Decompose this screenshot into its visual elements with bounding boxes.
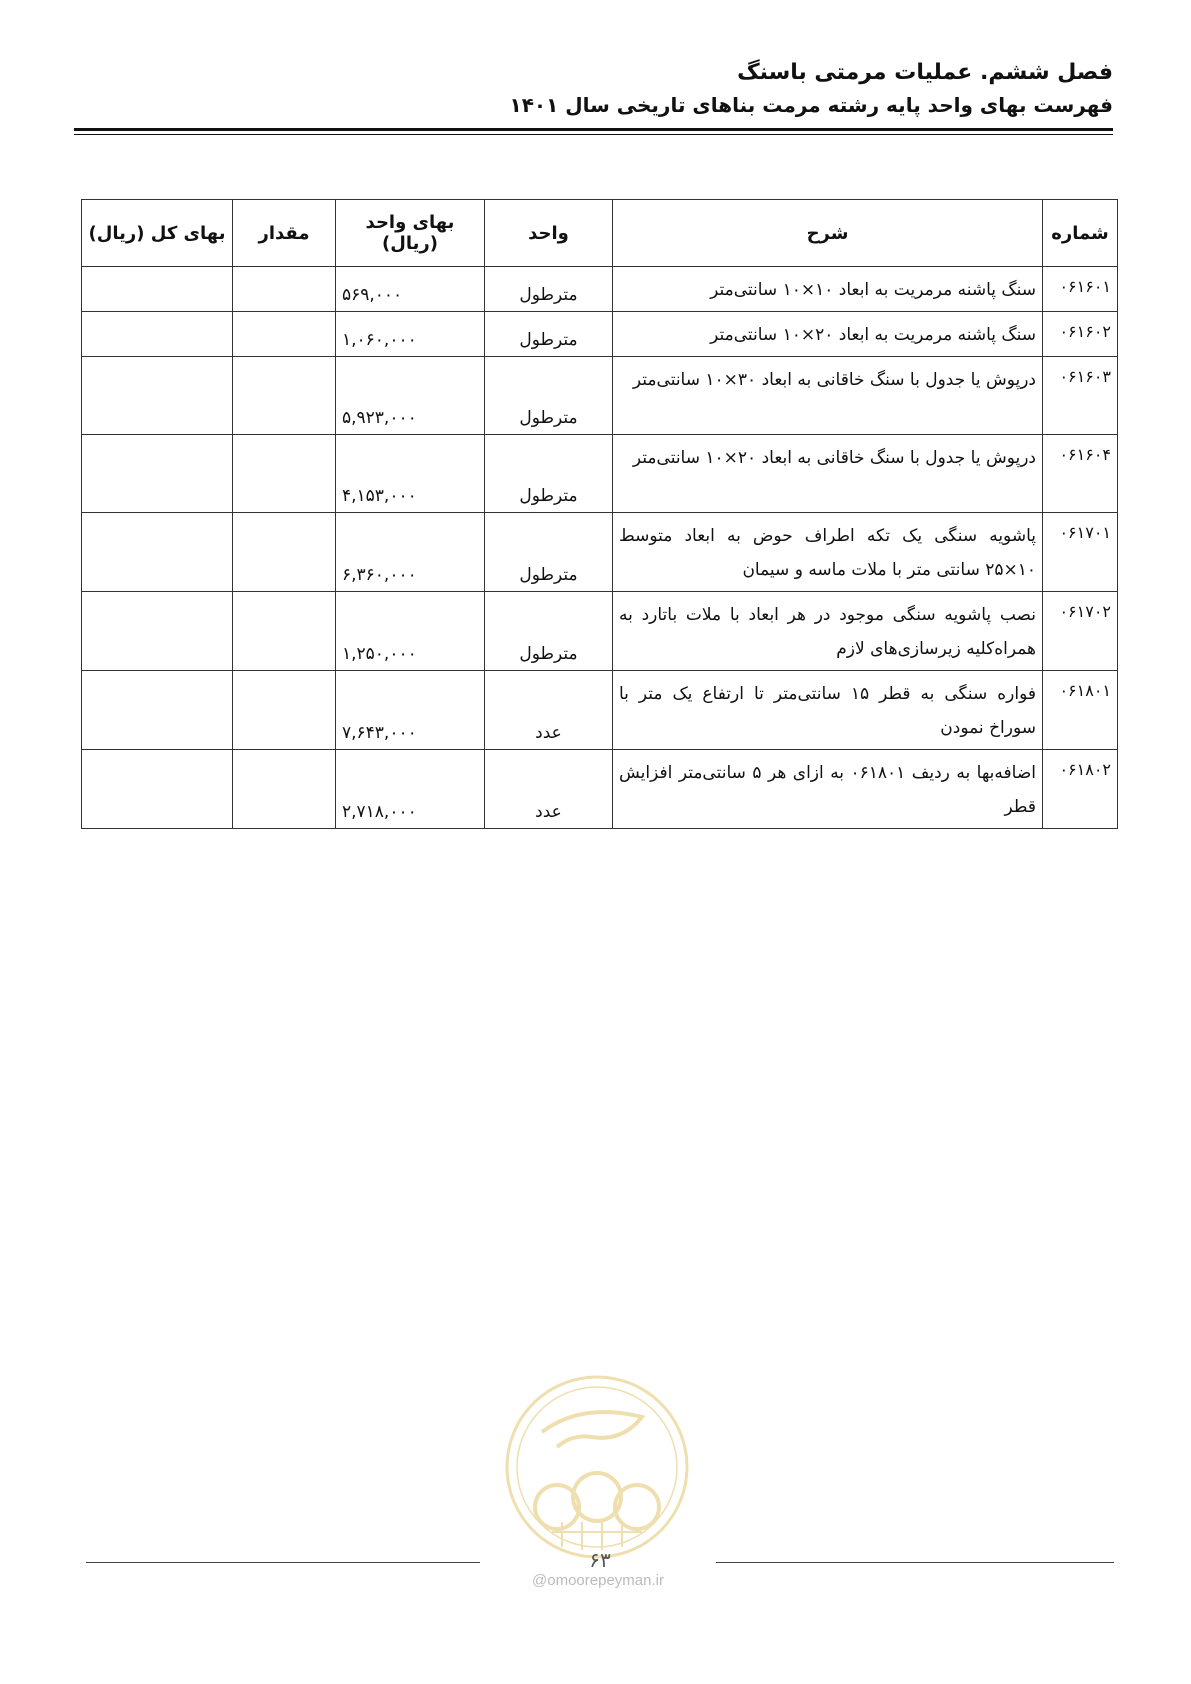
- row-total: [82, 750, 233, 829]
- row-unit-price: ۴,۱۵۳,۰۰۰: [336, 435, 485, 513]
- row-code: ۰۶۱۷۰۲: [1043, 592, 1118, 671]
- row-total: [82, 435, 233, 513]
- table-row: [82, 357, 1118, 435]
- row-unit-price: ۶,۳۶۰,۰۰۰: [336, 513, 485, 592]
- row-description: درپوش یا جدول با سنگ خاقانی به ابعاد ۲۰×۱۰ سانتی‌متر: [613, 435, 1043, 513]
- header-total-price: بهای کل (ریال): [82, 200, 233, 267]
- website-watermark: @omoorepeyman.ir: [532, 1572, 664, 1589]
- table-row: [82, 312, 1118, 357]
- table-row: [82, 435, 1118, 513]
- row-total: [82, 357, 233, 435]
- footer-rule-right: [716, 1562, 1114, 1563]
- row-code: ۰۶۱۶۰۲: [1043, 312, 1118, 357]
- row-total: [82, 312, 233, 357]
- row-code: ۰۶۱۶۰۱: [1043, 267, 1118, 312]
- row-code: ۰۶۱۸۰۲: [1043, 750, 1118, 829]
- row-description: پاشویه سنگی یک تکه اطراف حوض به ابعاد متوسط ۱۰×۲۵ سانتی متر با ملات ماسه و سیمان: [613, 513, 1043, 592]
- watermark-logo-icon: [502, 1372, 692, 1562]
- row-total: [82, 513, 233, 592]
- page-header: [509, 58, 1113, 120]
- row-unit-price: ۵,۹۲۳,۰۰۰: [336, 357, 485, 435]
- row-unit-price: ۵۶۹,۰۰۰: [336, 267, 485, 312]
- row-description: نصب پاشویه سنگی موجود در هر ابعاد با ملات باتارد به همراه‌کلیه زیرسازی‌های لازم: [613, 592, 1043, 671]
- row-description: سنگ پاشنه مرمریت به ابعاد ۱۰×۱۰ سانتی‌متر: [613, 267, 1043, 312]
- row-quantity: [233, 513, 336, 592]
- header-description: شرح: [613, 200, 1043, 267]
- row-total: [82, 671, 233, 750]
- row-quantity: [233, 671, 336, 750]
- row-unit: مترطول: [485, 267, 613, 312]
- row-unit: عدد: [485, 671, 613, 750]
- row-unit: مترطول: [485, 435, 613, 513]
- document-subtitle: فهرست بهای واحد پایه رشته مرمت بناهای تاریخی سال ۱۴۰۱: [509, 93, 1113, 117]
- row-quantity: [233, 312, 336, 357]
- row-unit-price: ۷,۶۴۳,۰۰۰: [336, 671, 485, 750]
- row-unit: مترطول: [485, 357, 613, 435]
- header-rule-thick: [74, 128, 1113, 131]
- row-description: فواره سنگی به قطر ۱۵ سانتی‌متر تا ارتفاع یک متر با سوراخ نمودن: [613, 671, 1043, 750]
- row-code: ۰۶۱۸۰۱: [1043, 671, 1118, 750]
- header-code: شماره: [1043, 200, 1118, 267]
- row-unit: مترطول: [485, 312, 613, 357]
- row-unit: مترطول: [485, 592, 613, 671]
- chapter-title: فصل ششم. عملیات مرمتی باسنگ: [737, 60, 1113, 85]
- row-unit: عدد: [485, 750, 613, 829]
- row-description: درپوش یا جدول با سنگ خاقانی به ابعاد ۳۰×۱۰ سانتی‌متر: [613, 357, 1043, 435]
- footer-rule-left: [86, 1562, 480, 1563]
- table-row: [82, 513, 1118, 592]
- row-total: [82, 592, 233, 671]
- row-unit: مترطول: [485, 513, 613, 592]
- page-number: ۶۳: [589, 1548, 611, 1572]
- table-row: [82, 671, 1118, 750]
- row-description: سنگ پاشنه مرمریت به ابعاد ۲۰×۱۰ سانتی‌متر: [613, 312, 1043, 357]
- table-row: [82, 267, 1118, 312]
- row-quantity: [233, 592, 336, 671]
- header-unit: واحد: [485, 200, 613, 267]
- row-unit-price: ۱,۰۶۰,۰۰۰: [336, 312, 485, 357]
- row-quantity: [233, 435, 336, 513]
- row-quantity: [233, 267, 336, 312]
- row-quantity: [233, 750, 336, 829]
- row-quantity: [233, 357, 336, 435]
- row-unit-price: ۲,۷۱۸,۰۰۰: [336, 750, 485, 829]
- table-row: [82, 592, 1118, 671]
- table-header-row: [82, 200, 1118, 267]
- row-code: ۰۶۱۶۰۳: [1043, 357, 1118, 435]
- header-quantity: مقدار: [233, 200, 336, 267]
- price-table: [81, 199, 1118, 829]
- header-unit-price: بهای واحد (ریال): [336, 200, 485, 267]
- row-description: اضافه‌بها به ردیف ۰۶۱۸۰۱ به ازای هر ۵ سانتی‌متر افزایش قطر: [613, 750, 1043, 829]
- row-code: ۰۶۱۶۰۴: [1043, 435, 1118, 513]
- row-unit-price: ۱,۲۵۰,۰۰۰: [336, 592, 485, 671]
- row-code: ۰۶۱۷۰۱: [1043, 513, 1118, 592]
- row-total: [82, 267, 233, 312]
- header-rule-thin: [74, 134, 1113, 135]
- table-row: [82, 750, 1118, 829]
